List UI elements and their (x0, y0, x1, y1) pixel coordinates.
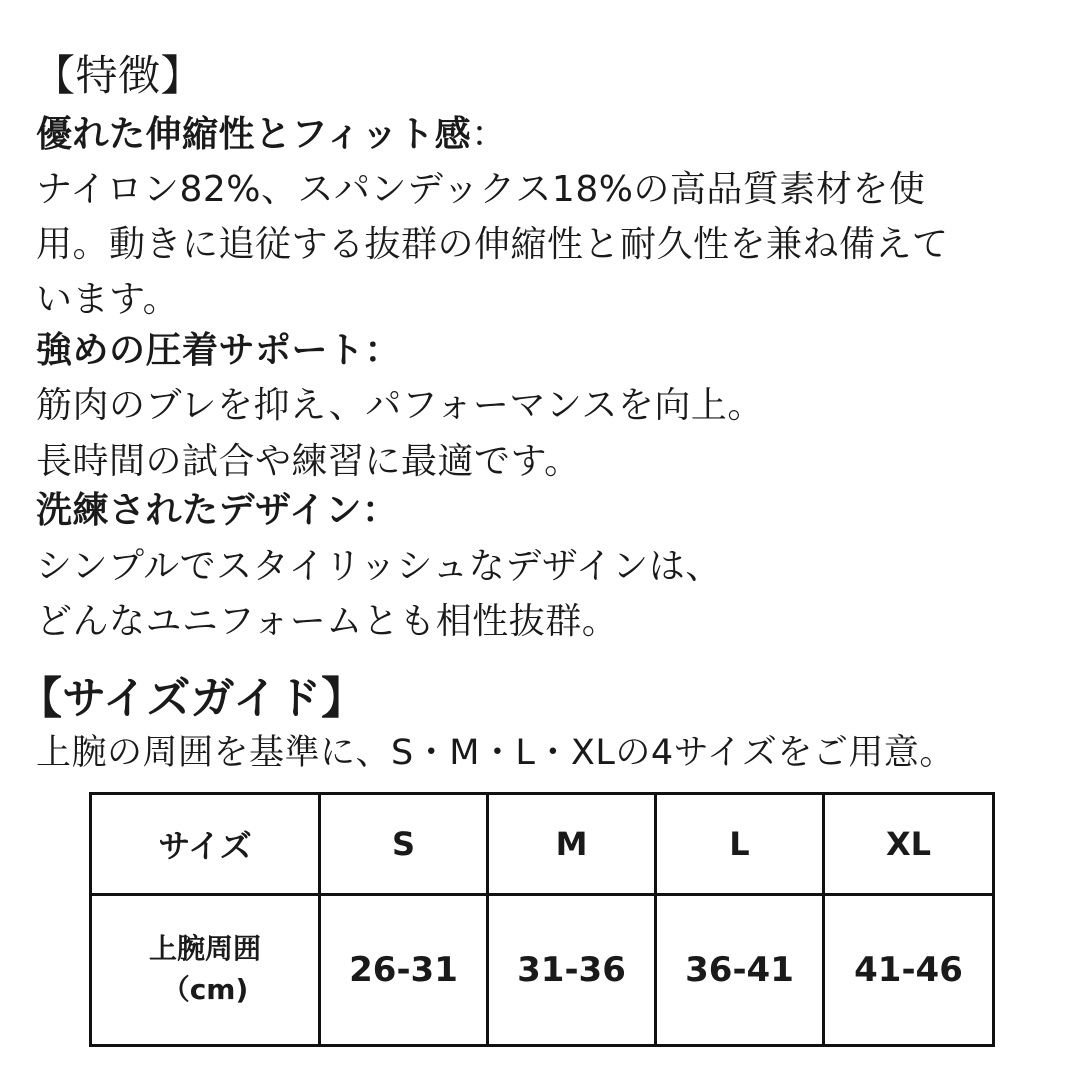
size-value-l: 36-41 (656, 894, 824, 1045)
size-table-value-row (91, 894, 994, 1045)
feature-design-line-2: どんなユニフォームとも相性抜群。 (36, 601, 619, 642)
arm-circumference-label-line-1: 上腕周囲 (148, 932, 261, 966)
arm-circumference-label-line-2: （cm) (161, 972, 249, 1006)
feature-compression-line-2: 長時間の試合や練習に最適です。 (36, 441, 581, 482)
size-guide-description: 上腕の周囲を基準に、S・M・L・XLの4サイズをご用意。 (36, 733, 955, 773)
features-heading: 【特徴】 (33, 51, 204, 100)
arm-circumference-label (91, 894, 320, 1045)
feature-stretch-line-2: 用。動きに追従する抜群の伸縮性と耐久性を兼ね備えて (36, 224, 949, 265)
size-header-l: L (656, 794, 824, 895)
feature-title-stretch-text: 優れた伸縮性とフィット感 (36, 114, 472, 155)
size-table-header-row (91, 794, 994, 895)
size-value-s: 26-31 (320, 894, 488, 1045)
size-header-xl: XL (824, 794, 994, 895)
feature-compression-line-1: 筋肉のブレを抑え、パフォーマンスを向上。 (36, 385, 764, 426)
feature-stretch-line-3: います。 (36, 279, 180, 320)
size-header-m: M (488, 794, 656, 895)
size-value-m: 31-36 (488, 894, 656, 1045)
feature-title-compression: 強めの圧着サポート： (36, 330, 402, 371)
size-header-label: サイズ (91, 794, 320, 895)
feature-title-design: 洗練されたデザイン： (36, 490, 399, 531)
size-header-s: S (320, 794, 488, 895)
feature-title-stretch-colon: ： (471, 114, 508, 155)
feature-stretch-line-1: ナイロン82%、スパンデックス18%の高品質素材を使 (36, 169, 926, 210)
size-value-xl: 41-46 (824, 894, 994, 1045)
size-guide-heading: 【サイズガイド】 (18, 673, 366, 724)
feature-design-line-1: シンプルでスタイリッシュなデザインは、 (36, 546, 722, 587)
size-table (89, 792, 995, 1047)
feature-title-stretch (36, 114, 508, 155)
